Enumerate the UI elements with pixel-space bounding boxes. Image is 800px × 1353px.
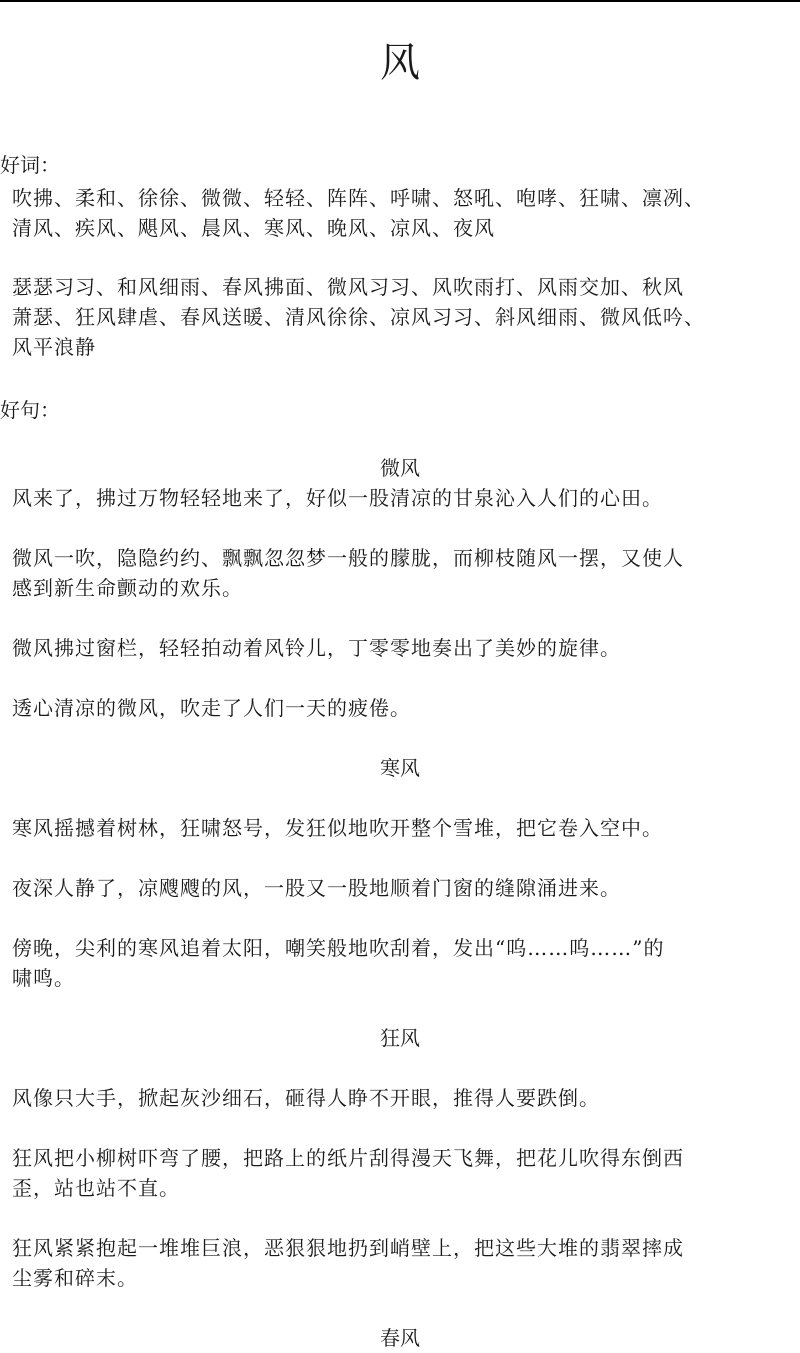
text-line: 风平浪静 [12,335,96,359]
section-title-gale: 狂风 [380,1026,420,1050]
sentence-paragraph [12,1233,788,1293]
section-title-cold-wind: 寒风 [380,756,420,780]
text-line: 风来了，拂过万物轻轻地来了，好似一股清凉的甘泉沁入人们的心田。 [12,486,663,510]
text-line: 狂风紧紧抱起一堆堆巨浪，恶狠狠地扔到峭壁上，把这些大堆的翡翠摔成 [12,1236,684,1260]
sentence-paragraph [12,873,788,903]
sentence-paragraph [12,633,788,663]
sentence-paragraph [12,813,788,843]
section-title-breeze: 微风 [380,456,420,480]
good-idioms-paragraph [12,272,788,362]
sentence-paragraph [12,483,788,513]
text-line: 寒风摇撼着树林，狂啸怒号，发狂似地吹开整个雪堆，把它卷入空中。 [12,816,663,840]
sentence-paragraph [12,693,788,723]
sentence-paragraph [12,543,788,603]
text-line: 夜深人静了，凉飕飕的风，一股又一股地顺着门窗的缝隙涌进来。 [12,876,621,900]
text-line: 风像只大手，掀起灰沙细石，砸得人睁不开眼，推得人要跌倒。 [12,1086,600,1110]
sentence-paragraph [12,1083,788,1113]
text-line: 感到新生命颤动的欢乐。 [12,576,243,600]
sentence-paragraph [12,933,788,993]
sentence-paragraph [12,1143,788,1203]
top-rule [0,0,800,2]
section-title-spring-wind: 春风 [380,1326,420,1350]
text-line: 微风拂过窗栏，轻轻拍动着风铃儿，丁零零地奏出了美妙的旋律。 [12,636,621,660]
page-title: 风 [380,40,420,86]
text-line: 歪，站也站不直。 [12,1176,180,1200]
text-line: 微风一吹，隐隐约约、飘飘忽忽梦一般的朦胧，而柳枝随风一摆，又使人 [12,546,684,570]
text-line: 透心清凉的微风，吹走了人们一天的疲倦。 [12,696,411,720]
good-sentences-label: 好句： [0,398,60,422]
text-line: 傍晚，尖利的寒风追着太阳，嘲笑般地吹刮着，发出“呜……呜……”的 [12,936,665,960]
text-line: 尘雾和碎末。 [12,1266,138,1290]
text-line: 啸鸣。 [12,966,75,990]
text-line: 吹拂、柔和、徐徐、微微、轻轻、阵阵、呼啸、怒吼、咆哮、狂啸、凛冽、 [12,186,705,210]
text-line: 狂风把小柳树吓弯了腰，把路上的纸片刮得漫天飞舞，把花儿吹得东倒西 [12,1146,684,1170]
text-line: 萧瑟、狂风肆虐、春风送暖、清风徐徐、凉风习习、斜风细雨、微风低吟、 [12,305,705,329]
good-words-label: 好词： [0,153,60,177]
text-line: 瑟瑟习习、和风细雨、春风拂面、微风习习、风吹雨打、风雨交加、秋风 [12,275,684,299]
text-line: 清风、疾风、飓风、晨风、寒风、晚风、凉风、夜风 [12,216,495,240]
good-words-paragraph [12,183,788,243]
